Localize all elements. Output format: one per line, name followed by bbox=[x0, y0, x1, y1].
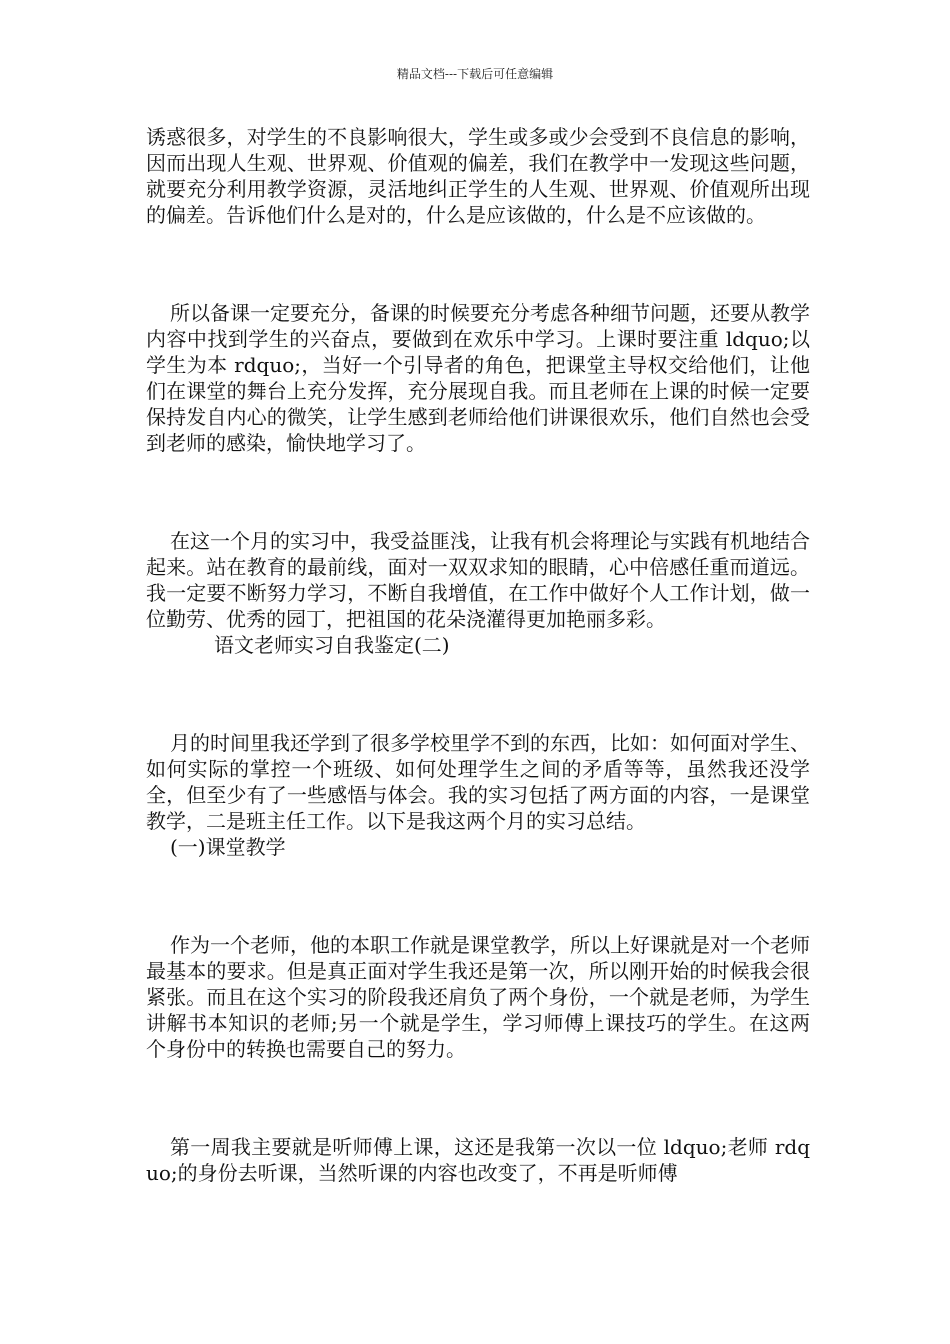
section-subtitle: 语文老师实习自我鉴定(二) bbox=[214, 633, 450, 657]
paragraph-3: 在这一个月的实习中，我受益匪浅，让我有机会将理论与实践有机地结合起来。站在教育的最前线，面对一双双求知的眼睛，心中倍感任重而道远。我一定要不断努力学习，不断自我增值，在工作中做好个人工作计划，做一位勤劳、优秀的园丁，把祖国的花朵浇灌得更加艳丽多彩。 bbox=[146, 529, 810, 631]
page-header: 精品文档---下载后可任意编辑 bbox=[396, 67, 554, 81]
paragraph-2: 所以备课一定要充分，备课的时候要充分考虑各种细节问题，还要从教学内容中找到学生的兴奋点，要做到在欢乐中学习。上课时要注重 ldquo;以学生为本 rdquo;，当好一个引导者的角色，把课堂主导权交给他们，让他们在课堂的舞台上充分发挥，充分展现自我。而且老师在上课的时候一定要保持发自内心的微笑，让学生感到老师给他们讲课很欢乐，他们自然也会受到老师的感染，愉快地学习了。 bbox=[146, 301, 810, 455]
document-body bbox=[146, 124, 810, 1186]
paragraph-5: 作为一个老师，他的本职工作就是课堂教学，所以上好课就是对一个老师最基本的要求。但是真正面对学生我还是第一次，所以刚开始的时候我会很紧张。而且在这个实习的阶段我还肩负了两个身份，一个就是老师，为学生讲解书本知识的老师;另一个就是学生，学习师傅上课技巧的学生。在这两个身份中的转换也需要自己的努力。 bbox=[146, 933, 810, 1061]
paragraph-1: 诱惑很多，对学生的不良影响很大，学生或多或少会受到不良信息的影响，因而出现人生观、世界观、价值观的偏差，我们在教学中一发现这些问题，就要充分利用教学资源，灵活地纠正学生的人生观、世界观、价值观所出现的偏差。告诉他们什么是对的，什么是应该做的，什么是不应该做的。 bbox=[146, 125, 810, 227]
paragraph-4: 月的时间里我还学到了很多学校里学不到的东西，比如：如何面对学生、如何实际的掌控一个班级、如何处理学生之间的矛盾等等，虽然我还没学全，但至少有了一些感悟与体会。我的实习包括了两方面的内容，一是课堂教学，二是班主任工作。以下是我这两个月的实习总结。 bbox=[146, 731, 810, 833]
section-heading: (一)课堂教学 bbox=[170, 835, 286, 859]
paragraph-6: 第一周我主要就是听师傅上课，这还是我第一次以一位 ldquo;老师 rdquo;的身份去听课，当然听课的内容也改变了，不再是听师傅 bbox=[146, 1135, 810, 1185]
